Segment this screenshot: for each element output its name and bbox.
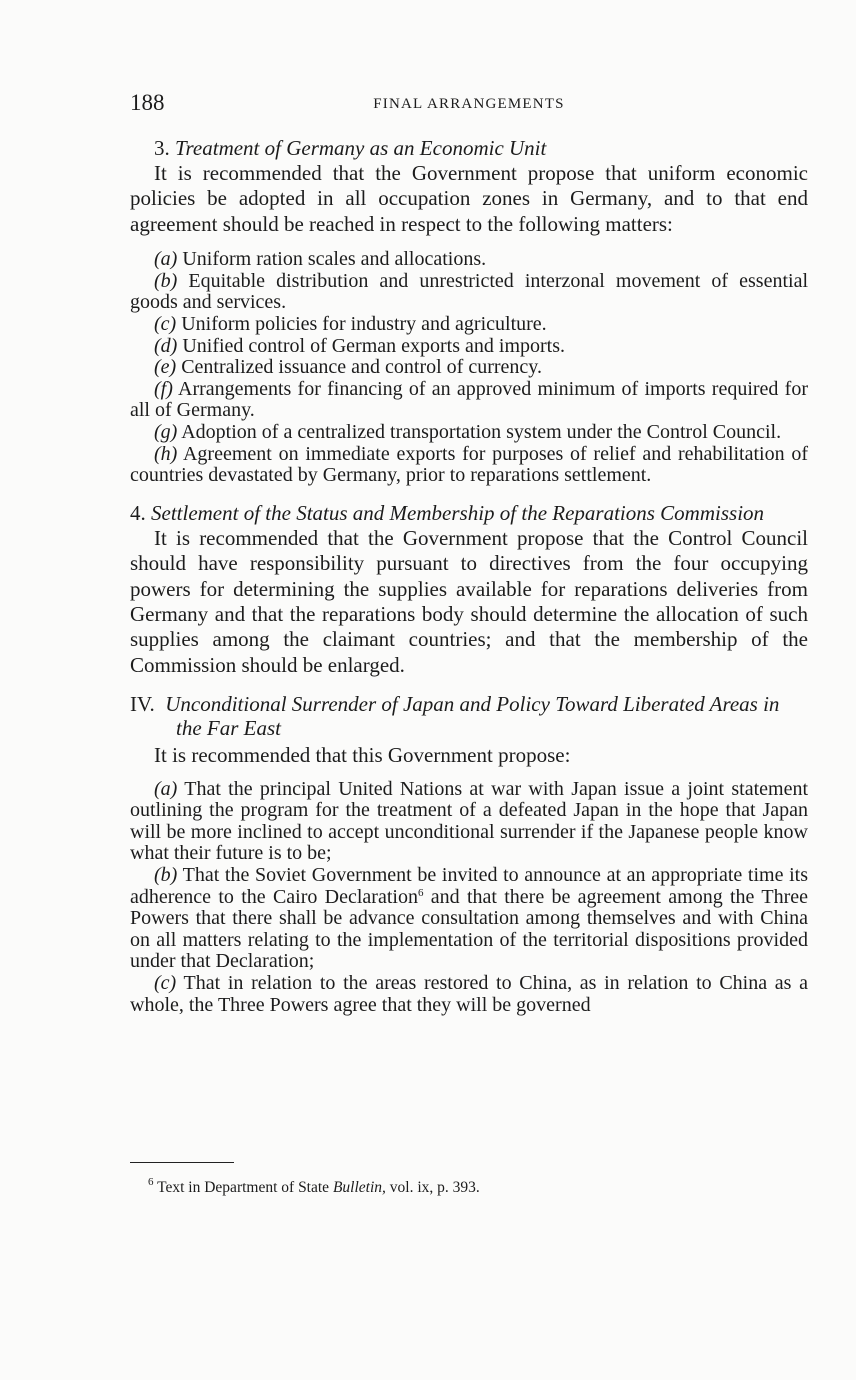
item-text: Uniform policies for industry and agriculture. bbox=[181, 313, 547, 335]
page-content bbox=[130, 88, 808, 1016]
list-item bbox=[130, 336, 808, 358]
page-number: 188 bbox=[130, 90, 165, 115]
item-label: (a) bbox=[154, 248, 178, 271]
list-item bbox=[130, 314, 808, 336]
list-item bbox=[130, 973, 808, 1016]
item-text: That in relation to the areas restored to China, as in relation to China as a whole, the Three Powers agree that they will be governed bbox=[130, 971, 808, 1016]
section-3-list bbox=[130, 249, 808, 487]
item-text: Equitable distribution and unrestricted interzonal movement of essential goods and services. bbox=[130, 269, 808, 314]
footnote-publication: Bulletin, bbox=[332, 1179, 386, 1196]
item-label: (h) bbox=[154, 442, 178, 465]
section-iv-title: Unconditional Surrender of Japan and Policy Toward Liberated Areas in the Far East bbox=[165, 692, 780, 741]
section-4-number: 4. bbox=[130, 500, 146, 525]
section-iv-number: IV. bbox=[130, 692, 155, 717]
footnote bbox=[148, 1178, 480, 1198]
list-item bbox=[130, 444, 808, 487]
item-label: (c) bbox=[154, 313, 177, 335]
item-text: and that there be agreement among the Three Powers that there shall be advance consultation among themselves and with China on all matters relating to the implementation of the territorial dispositions provided under that Declaration; bbox=[130, 885, 809, 973]
item-label: (f) bbox=[154, 377, 173, 400]
footnote-citation: vol. ix, p. 393. bbox=[389, 1179, 480, 1196]
list-item bbox=[130, 357, 808, 379]
item-label: (c) bbox=[154, 971, 177, 994]
section-4-body: It is recommended that the Government propose that the Control Council should have responsibility pursuant to directives from the four occupying powers for determining the supplies available for reparations deliveries from Germany and that the reparations body should determine the allocation of such supplies among the claimant countries; and that the membership of the Commission should be enlarged. bbox=[130, 525, 808, 677]
running-title: FINAL ARRANGEMENTS bbox=[373, 96, 565, 112]
section-iv-list bbox=[130, 779, 808, 1017]
item-label: (d) bbox=[154, 334, 178, 357]
item-label: (b) bbox=[154, 269, 178, 292]
item-text: That the Soviet Government be invited to announce at an appropriate time its adherence to the Cairo Declaration bbox=[130, 863, 808, 908]
item-label: (a) bbox=[154, 777, 178, 800]
section-3-heading bbox=[154, 136, 808, 160]
list-item bbox=[130, 379, 808, 422]
section-iv-heading bbox=[130, 692, 808, 740]
section-3-intro: It is recommended that the Government propose that uniform economic policies be adopted in all occupation zones in Germany, and to that end agreement should be reached in respect to the following matters: bbox=[130, 161, 808, 236]
item-text: Adoption of a centralized transportation system under the Control Council. bbox=[181, 420, 782, 443]
list-item bbox=[130, 422, 808, 444]
section-iv-intro: It is recommended that this Government propose: bbox=[154, 743, 571, 768]
list-item bbox=[130, 271, 808, 314]
item-text: Unified control of German exports and imports. bbox=[182, 334, 566, 357]
item-label: (e) bbox=[154, 356, 177, 379]
footnote-text: Text in Department of State bbox=[157, 1179, 330, 1196]
list-item bbox=[130, 249, 808, 271]
item-label: (b) bbox=[154, 863, 178, 886]
item-text: That the principal United Nations at war with Japan issue a joint statement outlining the program for the treatment of a defeated Japan in the hope that Japan will be more inclined to accept unconditional surrender if the Japanese people know what their future is to be; bbox=[130, 777, 809, 865]
item-text: Agreement on immediate exports for purposes of relief and rehabilitation of countries devastated by Germany, prior to reparations settlement. bbox=[130, 442, 809, 487]
item-text: Arrangements for financing of an approved minimum of imports required for all of Germany. bbox=[130, 377, 808, 422]
running-head bbox=[130, 88, 808, 122]
footnote-marker: 6 bbox=[148, 1176, 154, 1188]
section-4-heading bbox=[130, 501, 808, 525]
section-3-number: 3. bbox=[154, 136, 170, 160]
section-4-title: Settlement of the Status and Membership of the Reparations Commission bbox=[151, 500, 765, 525]
section-3-title: Treatment of Germany as an Economic Unit bbox=[175, 136, 547, 160]
footnote-reference[interactable]: 6 bbox=[417, 886, 424, 899]
item-text: Uniform ration scales and allocations. bbox=[182, 248, 487, 271]
footnote-divider bbox=[130, 1162, 234, 1163]
item-label: (g) bbox=[154, 420, 178, 443]
item-text: Centralized issuance and control of currency. bbox=[181, 356, 542, 379]
list-item bbox=[130, 865, 808, 973]
list-item bbox=[130, 779, 808, 865]
